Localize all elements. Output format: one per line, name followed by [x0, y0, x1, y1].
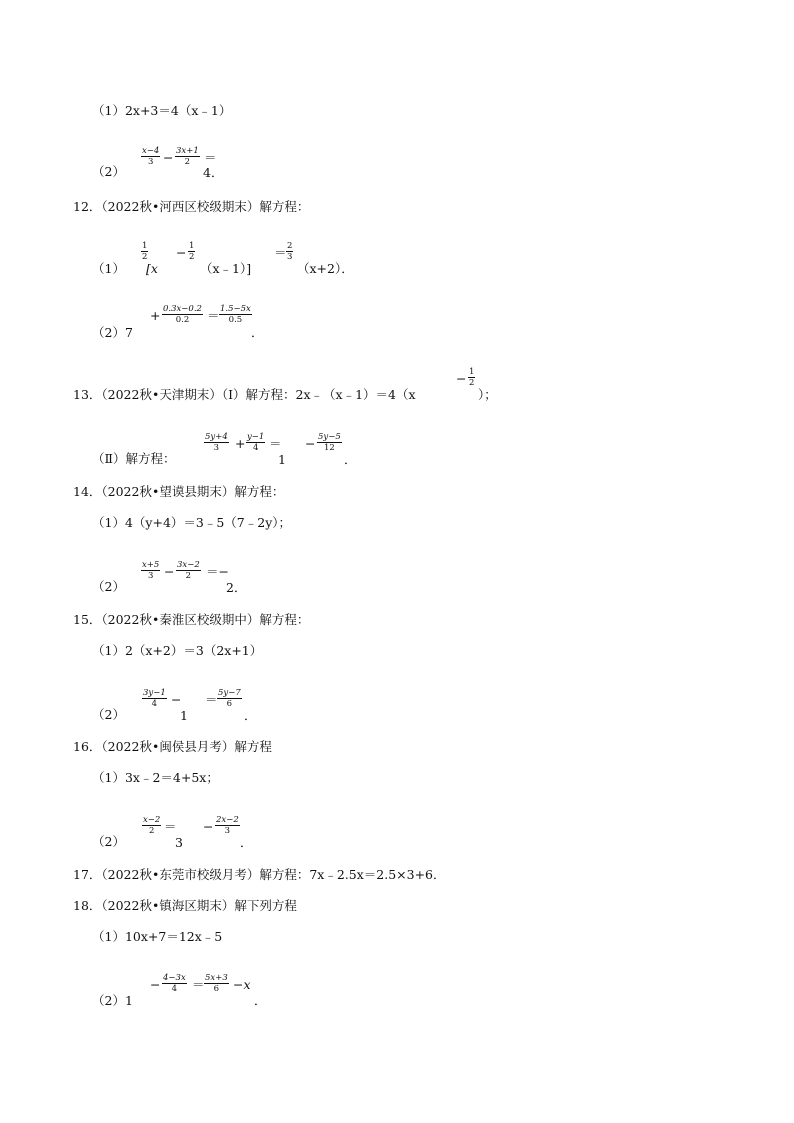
numerator: x−4 — [142, 146, 160, 156]
q16-fraction-1 — [142, 815, 161, 836]
q11-equals: ＝ — [204, 150, 217, 165]
denominator: 12 — [323, 443, 335, 453]
q11-part1: （1）2x+3＝4（x﹣1） — [92, 103, 232, 118]
q16-header: 16．（2022秋•闽侯县月考）解方程 — [73, 739, 272, 754]
numerator: 5y−7 — [218, 688, 241, 698]
q13-part2-end: ． — [344, 452, 357, 467]
q12-part2-end: ． — [251, 325, 264, 340]
q11-fraction-1 — [141, 146, 160, 167]
denominator: 6 — [213, 984, 220, 994]
q12-header: 12．（2022秋•河西区校级期末）解方程： — [73, 199, 310, 214]
numerator: 3y−1 — [143, 688, 166, 698]
q13-fraction-2 — [246, 432, 265, 453]
q12-plus: + — [150, 308, 161, 323]
q15-equals: ＝ — [205, 692, 218, 707]
denominator: 2 — [189, 252, 195, 262]
denominator: 3 — [147, 157, 154, 167]
denominator: 2 — [142, 252, 148, 262]
q12-fraction-half-2 — [188, 241, 195, 262]
numerator: x−2 — [143, 815, 161, 825]
denominator: 3 — [287, 252, 293, 262]
q15-part1: （1）2（x+2）＝3（2x+1） — [92, 643, 263, 658]
numerator: 5x+3 — [205, 973, 228, 983]
q14-part2-end: 2． — [226, 580, 247, 595]
q13-equals: ＝ — [269, 436, 282, 451]
q18-tail: −x — [233, 977, 251, 992]
q18-part1: （1）10x+7＝12x﹣5 — [92, 929, 223, 944]
q13-part2-label: （Ⅱ）解方程： — [92, 451, 176, 466]
denominator: 3 — [147, 571, 154, 581]
numerator: 2 — [287, 241, 293, 251]
q13-plus: + — [235, 436, 246, 451]
q12-minus: − — [176, 245, 187, 260]
q16-three: 3 — [175, 835, 183, 850]
q16-minus: − — [203, 819, 214, 834]
q18-part2-label: （2）1 — [92, 993, 133, 1008]
q16-equals: ＝ — [164, 819, 177, 834]
q14-fraction-1 — [141, 560, 160, 581]
q14-minus: − — [164, 564, 175, 579]
q12-fraction-3 — [162, 304, 203, 325]
numerator: 2x−2 — [216, 815, 239, 825]
q14-part2-label: （2） — [92, 579, 125, 594]
denominator: 2 — [469, 378, 475, 388]
q18-equals: ＝ — [192, 977, 205, 992]
q13-one: 1 — [278, 452, 286, 467]
q14-header: 14．（2022秋•望谟县期末）解方程： — [73, 484, 285, 499]
q11-rhs: 4． — [203, 165, 224, 180]
q12-fraction-half-1 — [141, 241, 148, 262]
q12-equals-2: ＝ — [207, 308, 220, 323]
q15-fraction-2 — [217, 688, 242, 709]
denominator: 4 — [151, 699, 158, 709]
q18-fraction-1 — [162, 973, 187, 994]
numerator: x+5 — [142, 560, 160, 570]
q12-middle: （x﹣1）] — [200, 261, 252, 276]
q11-fraction-2 — [175, 146, 200, 167]
q12-part2-label: （2）7 — [92, 325, 133, 340]
numerator: 1 — [189, 241, 195, 251]
numerator: 5y−5 — [318, 432, 341, 442]
q12-bracket: [x — [146, 261, 158, 276]
denominator: 3 — [213, 443, 220, 453]
denominator: 6 — [226, 699, 233, 709]
q16-fraction-2 — [215, 815, 240, 836]
q14-equals-minus: ＝− — [206, 564, 229, 579]
q12-equals: ＝ — [274, 245, 287, 260]
q14-fraction-2 — [176, 560, 201, 581]
q15-header: 15．（2022秋•秦淮区校级期中）解方程： — [73, 612, 310, 627]
q15-fraction-1 — [142, 688, 167, 709]
q13-fraction-3 — [317, 432, 342, 453]
numerator: 1 — [142, 241, 148, 251]
q12-part1-label: （1） — [92, 261, 125, 276]
q11-part2-label: （2） — [92, 164, 125, 179]
q16-part2-label: （2） — [92, 834, 125, 849]
q14-part1: （1）4（y+4）＝3﹣5（7﹣2y）； — [92, 515, 292, 530]
q13-line1-end: ）； — [478, 387, 497, 402]
q13-fraction-half — [468, 367, 475, 388]
denominator: 2 — [148, 826, 155, 836]
denominator: 4 — [171, 984, 178, 994]
q15-minus: − — [171, 692, 182, 707]
q13-minus-2: − — [305, 436, 316, 451]
numerator: 4−3x — [163, 973, 186, 983]
q12-fraction-4 — [219, 304, 252, 325]
numerator: y−1 — [247, 432, 265, 442]
q18-fraction-2 — [204, 973, 229, 994]
denominator: 0.2 — [175, 315, 190, 325]
q16-part1: （1）3x﹣2＝4+5x； — [92, 770, 219, 785]
q15-part2-label: （2） — [92, 707, 125, 722]
q17-line: 17．（2022秋•东莞市校级月考）解方程：7x﹣2.5x＝2.5×3+6． — [73, 867, 446, 882]
denominator: 3 — [224, 826, 231, 836]
q12-fraction-two-thirds — [286, 241, 293, 262]
q18-header: 18．（2022秋•镇海区期末）解下列方程 — [73, 898, 297, 913]
q15-one: 1 — [180, 708, 188, 723]
numerator: 1 — [469, 367, 475, 377]
q18-part2-end: ． — [254, 993, 267, 1008]
q12-part1-end: （x+2）． — [297, 261, 354, 276]
q13-minus: − — [456, 371, 467, 386]
numerator: 0.3x−0.2 — [163, 304, 202, 314]
numerator: 3x−2 — [177, 560, 200, 570]
q16-part2-end: ． — [240, 835, 253, 850]
q11-operator: − — [163, 150, 174, 165]
numerator: 5y+4 — [205, 432, 228, 442]
denominator: 4 — [252, 443, 259, 453]
q15-part2-end: ． — [244, 708, 257, 723]
denominator: 0.5 — [228, 315, 243, 325]
q18-minus: − — [150, 977, 161, 992]
q13-line1: 13．（2022秋•天津期末）（Ⅰ）解方程：2x﹣（x﹣1）＝4（x — [73, 387, 416, 402]
q13-fraction-1 — [204, 432, 229, 453]
denominator: 2 — [184, 157, 191, 167]
numerator: 3x+1 — [176, 146, 199, 156]
denominator: 2 — [185, 571, 192, 581]
numerator: 1.5−5x — [220, 304, 251, 314]
